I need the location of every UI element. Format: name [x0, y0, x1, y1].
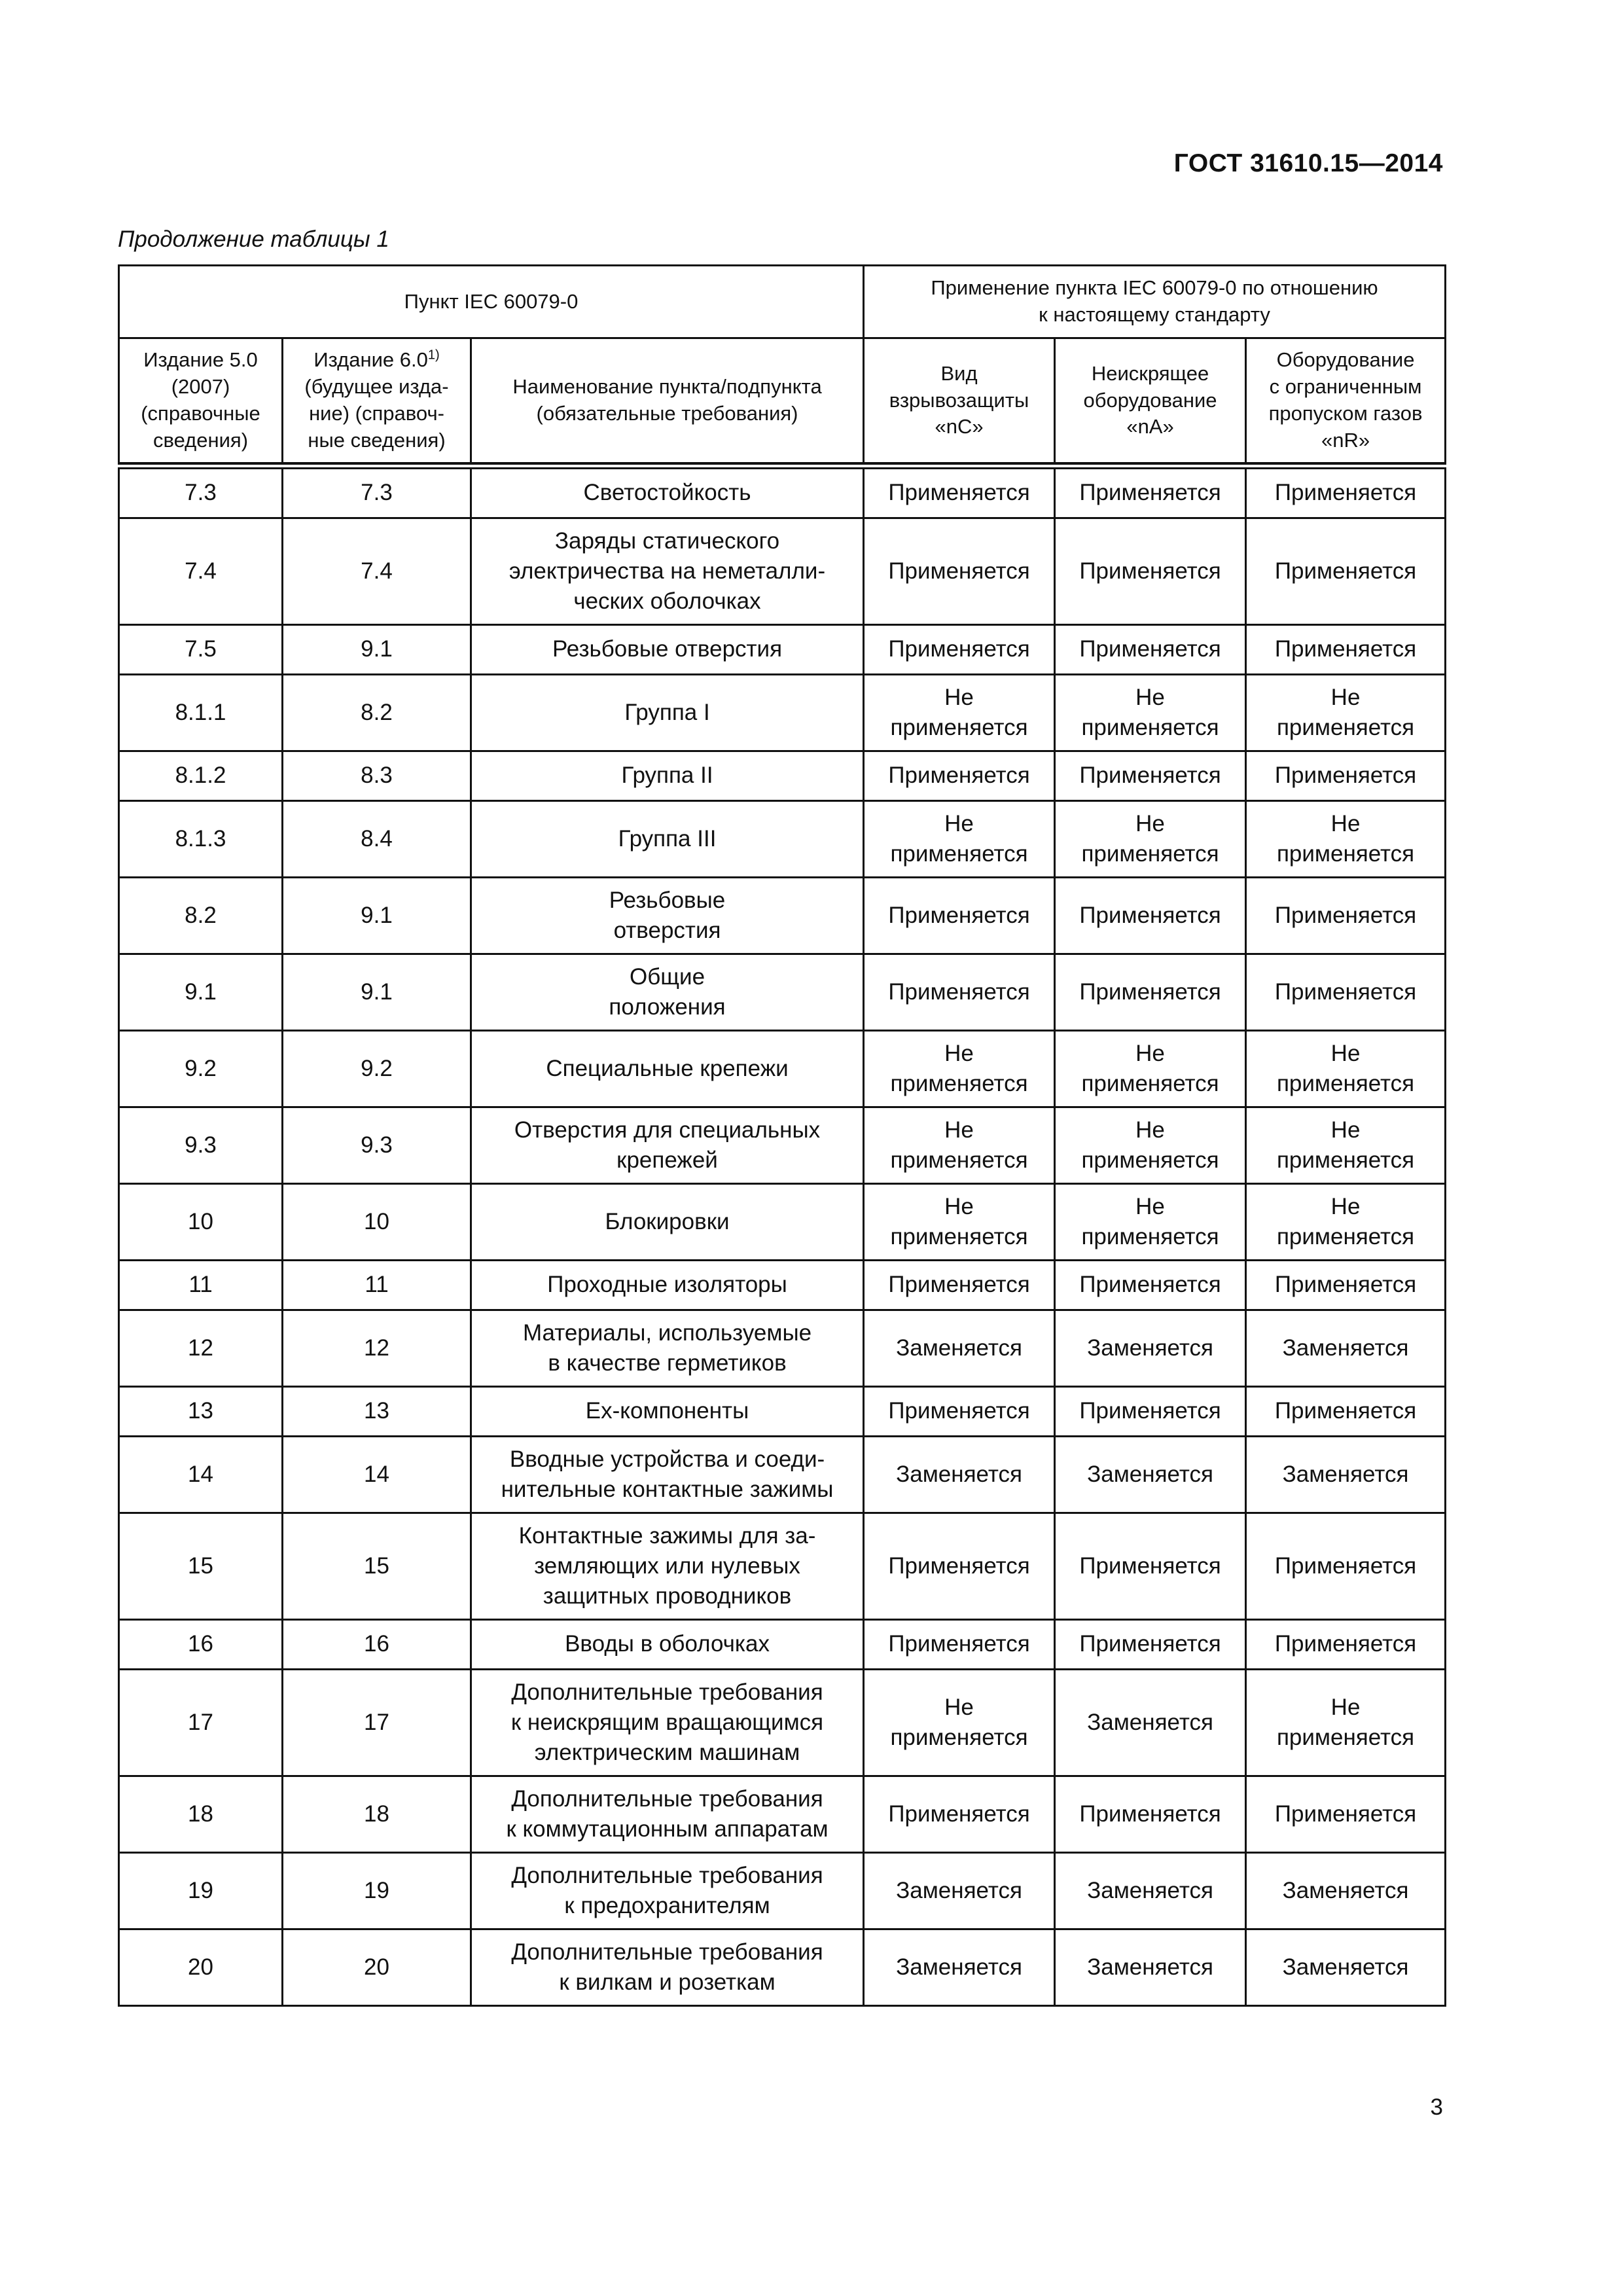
footnote-marker: 1) [427, 348, 440, 363]
cell-nc: Применяется [864, 469, 1055, 518]
cell-nc: Не применяется [864, 675, 1055, 751]
cell-ed6: 7.4 [283, 518, 471, 625]
table-row [119, 1670, 1446, 1776]
cell-na: Не применяется [1055, 675, 1246, 751]
cell-na: Применяется [1055, 469, 1246, 518]
cell-na: Заменяется [1055, 1670, 1246, 1776]
cell-na: Применяется [1055, 1387, 1246, 1437]
cell-nr: Применяется [1246, 1776, 1446, 1853]
cell-na: Заменяется [1055, 1310, 1246, 1387]
cell-na: Применяется [1055, 625, 1246, 675]
cell-na: Заменяется [1055, 1853, 1246, 1929]
cell-nc: Применяется [864, 1776, 1055, 1853]
table-row [119, 1437, 1446, 1513]
cell-nr: Не применяется [1246, 1670, 1446, 1776]
cell-na: Не применяется [1055, 801, 1246, 878]
cell-ed6: 18 [283, 1776, 471, 1853]
cell-name: Вводные устройства и соеди- нительные контактные зажимы [471, 1437, 864, 1513]
cell-ed5: 7.3 [119, 469, 283, 518]
cell-ed5: 8.2 [119, 878, 283, 954]
cell-ed5: 14 [119, 1437, 283, 1513]
cell-nr: Не применяется [1246, 1031, 1446, 1107]
cell-ed6: 8.4 [283, 801, 471, 878]
table-row [119, 1853, 1446, 1929]
cell-nc: Не применяется [864, 1031, 1055, 1107]
header-clause-name: Наименование пункта/подпункта (обязательные требования) [471, 338, 864, 464]
cell-ed6: 9.3 [283, 1107, 471, 1184]
cell-nc: Применяется [864, 1387, 1055, 1437]
header-na: Неискрящее оборудование «nA» [1055, 338, 1246, 464]
cell-nr: Применяется [1246, 1620, 1446, 1670]
cell-ed6: 9.1 [283, 878, 471, 954]
cell-ed6: 9.1 [283, 625, 471, 675]
cell-ed5: 9.2 [119, 1031, 283, 1107]
table-row [119, 1387, 1446, 1437]
cell-ed5: 16 [119, 1620, 283, 1670]
cell-nc: Применяется [864, 1513, 1055, 1620]
cell-ed5: 9.3 [119, 1107, 283, 1184]
cell-ed6: 14 [283, 1437, 471, 1513]
table-row [119, 751, 1446, 801]
cell-name: Контактные зажимы для за- земляющих или нулевых защитных проводников [471, 1513, 864, 1620]
table-row [119, 518, 1446, 625]
cell-ed6: 10 [283, 1184, 471, 1261]
cell-name: Ex-компоненты [471, 1387, 864, 1437]
table-row [119, 1261, 1446, 1310]
header-edition-5: Издание 5.0 (2007) (справочные сведения) [119, 338, 283, 464]
table-body [119, 463, 1446, 2006]
cell-na: Применяется [1055, 954, 1246, 1031]
cell-ed6: 20 [283, 1929, 471, 2006]
cell-name: Дополнительные требования к неискрящим вращающимся электрическим машинам [471, 1670, 864, 1776]
table-row [119, 625, 1446, 675]
table-row [119, 1031, 1446, 1107]
header-nr: Оборудование с ограниченным пропуском газов «nR» [1246, 338, 1446, 464]
table-row [119, 1620, 1446, 1670]
table-row [119, 1513, 1446, 1620]
cell-na: Применяется [1055, 1776, 1246, 1853]
header-separator [119, 463, 1446, 469]
cell-nr: Заменяется [1246, 1437, 1446, 1513]
cell-ed5: 8.1.1 [119, 675, 283, 751]
cell-name: Группа III [471, 801, 864, 878]
table-row [119, 801, 1446, 878]
cell-name: Резьбовые отверстия [471, 625, 864, 675]
cell-name: Отверстия для специальных крепежей [471, 1107, 864, 1184]
cell-name: Проходные изоляторы [471, 1261, 864, 1310]
cell-nr: Применяется [1246, 1513, 1446, 1620]
cell-nc: Применяется [864, 1261, 1055, 1310]
cell-ed6: 15 [283, 1513, 471, 1620]
cell-name: Дополнительные требования к предохранителям [471, 1853, 864, 1929]
cell-nc: Заменяется [864, 1853, 1055, 1929]
cell-na: Применяется [1055, 1261, 1246, 1310]
cell-ed5: 9.1 [119, 954, 283, 1031]
cell-nr: Заменяется [1246, 1310, 1446, 1387]
header-edition-6 [283, 338, 471, 464]
cell-ed5: 11 [119, 1261, 283, 1310]
cell-nr: Не применяется [1246, 1107, 1446, 1184]
cell-ed5: 19 [119, 1853, 283, 1929]
cell-ed6: 7.3 [283, 469, 471, 518]
cell-nr: Применяется [1246, 1387, 1446, 1437]
cell-na: Применяется [1055, 1620, 1246, 1670]
cell-ed6: 9.2 [283, 1031, 471, 1107]
table-row [119, 1929, 1446, 2006]
table-row [119, 469, 1446, 518]
cell-nc: Применяется [864, 751, 1055, 801]
cell-ed6: 12 [283, 1310, 471, 1387]
header-clause-group: Пункт IEC 60079-0 [119, 266, 864, 338]
cell-nr: Применяется [1246, 751, 1446, 801]
cell-ed5: 17 [119, 1670, 283, 1776]
table-caption: Продолжение таблицы 1 [118, 226, 389, 252]
cell-ed6: 8.2 [283, 675, 471, 751]
cell-nr: Не применяется [1246, 801, 1446, 878]
cell-ed6: 19 [283, 1853, 471, 1929]
table-row [119, 954, 1446, 1031]
cell-name: Группа I [471, 675, 864, 751]
cell-name: Дополнительные требования к вилкам и розеткам [471, 1929, 864, 2006]
cell-na: Не применяется [1055, 1031, 1246, 1107]
comparison-table [118, 264, 1446, 2007]
cell-name: Общие положения [471, 954, 864, 1031]
cell-name: Дополнительные требования к коммутационным аппаратам [471, 1776, 864, 1853]
cell-ed6: 9.1 [283, 954, 471, 1031]
cell-nc: Применяется [864, 625, 1055, 675]
cell-na: Применяется [1055, 518, 1246, 625]
cell-name: Светостойкость [471, 469, 864, 518]
cell-ed5: 12 [119, 1310, 283, 1387]
cell-name: Материалы, используемые в качестве герметиков [471, 1310, 864, 1387]
cell-ed6: 11 [283, 1261, 471, 1310]
cell-name: Резьбовые отверстия [471, 878, 864, 954]
cell-ed5: 7.4 [119, 518, 283, 625]
cell-nr: Применяется [1246, 518, 1446, 625]
cell-nc: Не применяется [864, 1670, 1055, 1776]
cell-ed5: 8.1.2 [119, 751, 283, 801]
cell-name: Блокировки [471, 1184, 864, 1261]
cell-nc: Применяется [864, 1620, 1055, 1670]
cell-ed5: 8.1.3 [119, 801, 283, 878]
table-row [119, 1184, 1446, 1261]
header-nc: Вид взрывозащиты «nC» [864, 338, 1055, 464]
header-edition-6-label: Издание 6.0 [313, 348, 428, 372]
cell-na: Применяется [1055, 751, 1246, 801]
cell-na: Применяется [1055, 1513, 1246, 1620]
table-row [119, 675, 1446, 751]
cell-ed5: 13 [119, 1387, 283, 1437]
cell-nc: Применяется [864, 878, 1055, 954]
cell-na: Заменяется [1055, 1929, 1246, 2006]
cell-ed6: 17 [283, 1670, 471, 1776]
cell-ed6: 8.3 [283, 751, 471, 801]
cell-nc: Применяется [864, 954, 1055, 1031]
cell-ed6: 13 [283, 1387, 471, 1437]
cell-na: Заменяется [1055, 1437, 1246, 1513]
cell-nr: Применяется [1246, 1261, 1446, 1310]
cell-nr: Применяется [1246, 878, 1446, 954]
cell-nc: Не применяется [864, 1184, 1055, 1261]
page-number: 3 [1430, 2094, 1443, 2120]
cell-ed6: 16 [283, 1620, 471, 1670]
cell-na: Не применяется [1055, 1107, 1246, 1184]
cell-nr: Заменяется [1246, 1853, 1446, 1929]
cell-ed5: 18 [119, 1776, 283, 1853]
cell-nr: Применяется [1246, 954, 1446, 1031]
table-row [119, 1776, 1446, 1853]
cell-nc: Заменяется [864, 1310, 1055, 1387]
cell-nr: Заменяется [1246, 1929, 1446, 2006]
cell-na: Не применяется [1055, 1184, 1246, 1261]
cell-nc: Не применяется [864, 1107, 1055, 1184]
cell-name: Группа II [471, 751, 864, 801]
header-application-group: Применение пункта IEC 60079-0 по отношению к настоящему стандарту [864, 266, 1446, 338]
cell-nc: Заменяется [864, 1437, 1055, 1513]
cell-nc: Заменяется [864, 1929, 1055, 2006]
cell-ed5: 10 [119, 1184, 283, 1261]
cell-ed5: 7.5 [119, 625, 283, 675]
table-row [119, 1107, 1446, 1184]
cell-ed5: 20 [119, 1929, 283, 2006]
cell-name: Заряды статического электричества на неметалли- ческих оболочках [471, 518, 864, 625]
cell-name: Вводы в оболочках [471, 1620, 864, 1670]
cell-nr: Применяется [1246, 469, 1446, 518]
cell-na: Применяется [1055, 878, 1246, 954]
header-edition-6-note: (будущее изда- ние) (справоч- ные сведения) [304, 375, 449, 452]
table-row [119, 1310, 1446, 1387]
cell-nr: Не применяется [1246, 1184, 1446, 1261]
cell-nc: Не применяется [864, 801, 1055, 878]
table-row [119, 878, 1446, 954]
document-code: ГОСТ 31610.15—2014 [1173, 149, 1443, 177]
cell-nr: Не применяется [1246, 675, 1446, 751]
cell-name: Специальные крепежи [471, 1031, 864, 1107]
cell-nr: Применяется [1246, 625, 1446, 675]
cell-nc: Применяется [864, 518, 1055, 625]
cell-ed5: 15 [119, 1513, 283, 1620]
